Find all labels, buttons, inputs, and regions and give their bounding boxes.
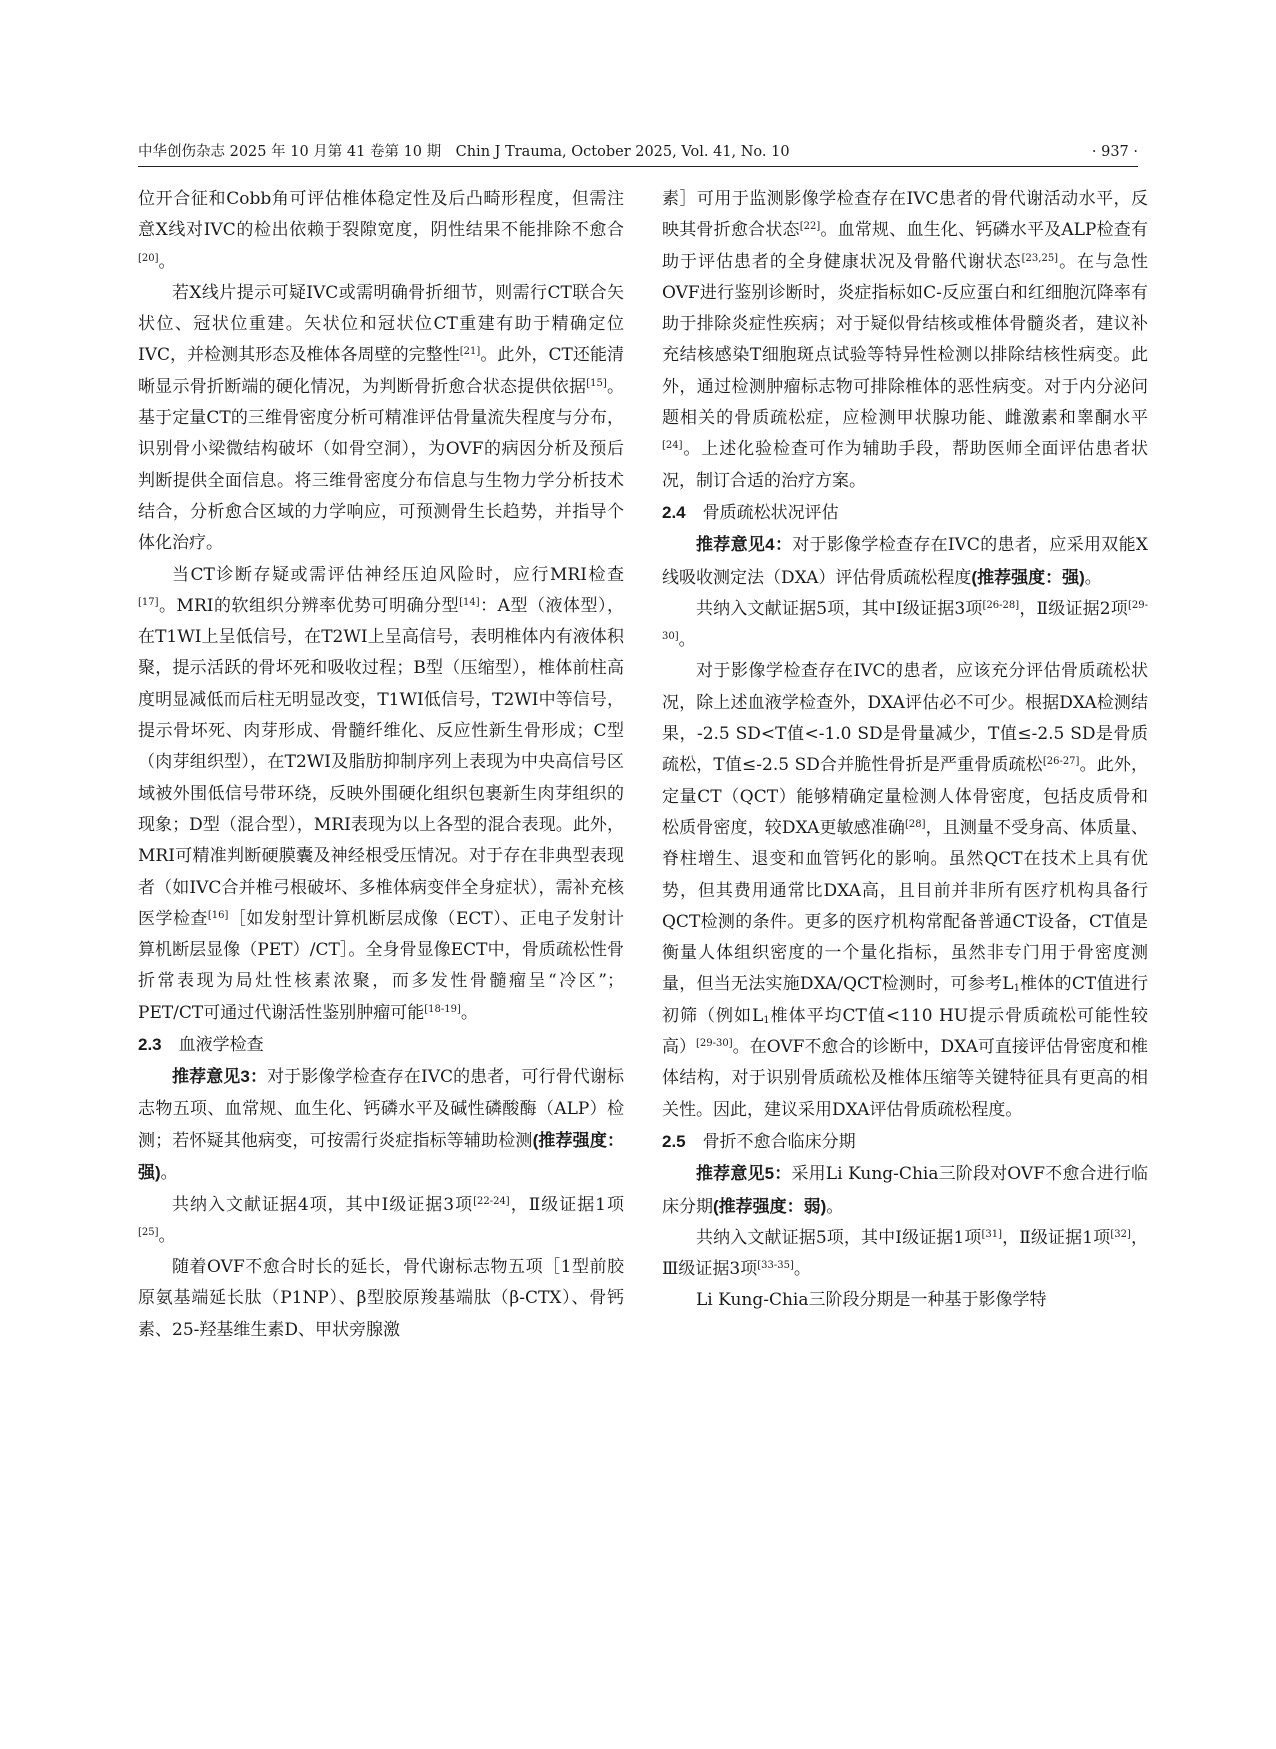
paragraph: 位开合征和Cobb角可评估椎体稳定性及后凸畸形程度，但需注意X线对IVC的检出依赖于裂隙宽度，阴性结果不能排除不愈合[20]。: [138, 189, 624, 272]
paragraph: 当CT诊断存疑或需评估神经压迫风险时，应行MRI检查[17]。MRI的软组织分辨率优势可明确分型[14]：A型（液体型），在T1WI上呈低信号，在T2WI上呈高信号，表明椎体内有液体积聚，提示活跃的骨坏死和吸收过程；B型（压缩型），椎体前柱高度明显减低而后柱无明显改变，T1WI低信号，T2WI中等信号，提示骨坏死、肉芽形成、骨髓纤维化、反应性新生骨形成；C型（肉芽组织型），在T2WI及脂肪抑制序列上表现为中央高信号区域被外围低信号带环绕，反映外围硬化组织包裹新生肉芽组织的现象；D型（混合型），MRI表现为以上各型的混合表现。此外，MRI可精准判断硬膜囊及神经根受压情况。对于存在非典型表现者（如IVC合并椎弓根破坏、多椎体病变伴全身症状），需补充核医学检查[16]［如发射型计算机断层成像（ECT）、正电子发射计算机断层显像（PET）/CT］。全身骨显像ECT中，骨质疏松性骨折常表现为局灶性核素浓聚，而多发性骨髓瘤呈“冷区”；PET/CT可通过代谢活性鉴别肿瘤可能[18-19]。: [138, 564, 624, 1023]
section-title: 血液学检查: [178, 1035, 264, 1056]
citation: [21]: [459, 346, 481, 358]
citation: [26-28]: [982, 599, 1020, 611]
recommendation-label: 推荐意见3：: [172, 1067, 268, 1087]
recommendation: 推荐意见5：采用Li Kung-Chia三阶段对OVF不愈合进行临床分期(推荐强度：弱)。: [662, 1164, 1148, 1217]
recommendation: 推荐意见4：对于影像学检查存在IVC的患者，应采用双能X线吸收测定法（DXA）评估骨质疏松程度(推荐强度：强)。: [662, 535, 1148, 588]
recommendation-label: 推荐意见5：: [696, 1164, 792, 1184]
subscript: 1: [763, 1014, 770, 1026]
left-column: [138, 184, 624, 1654]
recommendation-strength: (推荐强度：弱): [713, 1196, 827, 1216]
evidence-summary: 共纳入文献证据5项，其中Ⅰ级证据1项[31]，Ⅱ级证据1项[32]，Ⅲ级证据3项[33-35]。: [662, 1227, 1148, 1280]
citation: [24]: [662, 440, 683, 452]
running-header: [138, 140, 1138, 164]
paragraph: Li Kung-Chia三阶段分期是一种基于影像学特: [696, 1290, 1047, 1311]
citation: [33-35]: [757, 1260, 794, 1272]
section-number: 2.3: [138, 1035, 162, 1055]
recommendation-strength: (推荐强度：强): [971, 567, 1085, 587]
evidence-summary: 共纳入文献证据4项，其中Ⅰ级证据3项[22-24]，Ⅱ级证据1项[25]。: [138, 1194, 624, 1246]
citation: [25]: [138, 1226, 159, 1238]
page-number: · 937 ·: [1091, 144, 1138, 160]
section-heading: [662, 1126, 1148, 1158]
section-title: 骨质疏松状况评估: [702, 502, 839, 523]
citation: [22]: [799, 221, 821, 233]
section-number: 2.4: [662, 502, 686, 522]
citation: [18-19]: [424, 1003, 461, 1015]
citation: [23,25]: [1021, 252, 1059, 264]
paragraph: 对于影像学检查存在IVC的患者，应该充分评估骨质疏松状况，除上述血液学检查外，DXA评估必不可少。根据DXA检测结果，-2.5 SD<T值<-1.0 SD是骨量减少，T值≤-2.5 SD是骨质疏松，T值≤-2.5 SD合并脆性骨折是严重骨质疏松[26-27]。此外，定量CT（QCT）能够精确定量检测人体骨密度，包括皮质骨和松质骨密度，较DXA更敏感准确[28]，且测量不受身高、体质量、脊柱增生、退变和血管钙化的影响。虽然QCT在技术上具有优势，但其费用通常比DXA高，且目前并非所有医疗机构具备行QCT检测的条件。更多的医疗机构常配备普通CT设备，CT值是衡量人体组织密度的一个量化指标，虽然非专门用于骨密度测量，但当无法实施DXA/QCT检测时，可参考$L_1$椎体的CT值进行初筛（例如$L_1$椎体平均CT值<110 HU提示骨质疏松可能性较高）[29-30]。在OVF不愈合的诊断中，DXA可直接评估骨密度和椎体结构，对于识别骨质疏松及椎体压缩等关键特征具有更高的相关性。因此，建议采用DXA评估骨质疏松程度。: [662, 661, 1148, 1120]
citation: [14]: [459, 596, 480, 608]
right-column: [662, 184, 1148, 1654]
section-heading: [138, 1029, 624, 1061]
citation: [26-27]: [1042, 756, 1080, 768]
evidence-summary: 共纳入文献证据5项，其中Ⅰ级证据3项[26-28]，Ⅱ级证据2项[29-30]。: [662, 598, 1148, 651]
subscript: 1: [1013, 983, 1020, 995]
section-title: 骨折不愈合临床分期: [702, 1131, 856, 1152]
paragraph: 若X线片提示可疑IVC或需明确骨折细节，则需行CT联合矢状位、冠状位重建。矢状位和冠状位CT重建有助于精确定位IVC，并检测其形态及椎体各周壁的完整性[21]。此外，CT还能清晰显示骨折断端的硬化情况，为判断骨折愈合状态提供依据[15]。基于定量CT的三维骨密度分析可精准评估骨量流失程度与分布，识别骨小梁微结构破坏（如骨空洞），为OVF的病因分析及预后判断提供全面信息。将三维骨密度分布信息与生物力学分析技术结合，分析愈合区域的力学响应，可预测骨生长趋势，并指导个体化治疗。: [138, 282, 624, 554]
citation: [15]: [586, 377, 607, 389]
recommendation-label: 推荐意见4：: [696, 535, 793, 555]
citation: [29-30]: [696, 1038, 733, 1050]
section-heading: [662, 497, 1148, 529]
citation: [17]: [138, 596, 159, 608]
paragraph: 随着OVF不愈合时长的延长，骨代谢标志物五项［1型前胶原氨基端延长肽（P1NP）、β型胶原羧基端肽（β-CTX）、骨钙素、25-羟基维生素D、甲状旁腺激: [138, 1257, 624, 1340]
citation: [16]: [207, 909, 229, 921]
citation: [31]: [981, 1228, 1003, 1240]
paragraph: 素］可用于监测影像学检查存在IVC患者的骨代谢活动水平，反映其骨折愈合状态[22]。血常规、血生化、钙磷水平及ALP检查有助于评估患者的全身健康状况及骨骼代谢状态[23,25]。在与急性OVF进行鉴别诊断时，炎症指标如C-反应蛋白和红细胞沉降率有助于排除炎症性疾病；对于疑似骨结核或椎体骨髓炎者，建议补充结核感染T细胞斑点试验等特异性检测以排除结核性病变。此外，通过检测肿瘤标志物可排除椎体的恶性病变。对于内分泌问题相关的骨质疏松症，应检测甲状腺功能、雌激素和睾酮水平[24]。上述化验检查可作为辅助手段，帮助医师全面评估患者状况，制订合适的治疗方案。: [662, 189, 1148, 491]
citation: [32]: [1110, 1228, 1131, 1240]
recommendation-strength: (推荐强度：强): [138, 1130, 624, 1183]
citation: [28]: [904, 818, 926, 830]
citation: [22-24]: [473, 1195, 510, 1207]
running-title: 中华创伤杂志 2025 年 10 月第 41 卷第 10 期 Chin J Trauma, October 2025, Vol. 41, No. 10: [138, 144, 790, 160]
section-number: 2.5: [662, 1131, 686, 1151]
citation: [29-30]: [662, 599, 1148, 643]
citation: [20]: [138, 252, 159, 264]
recommendation: 推荐意见3：对于影像学检查存在IVC的患者，可行骨代谢标志物五项、血常规、血生化、钙磷水平及碱性磷酸酶（ALP）检测；若怀疑其他病变，可按需行炎症指标等辅助检测(推荐强度：强)。: [138, 1067, 624, 1184]
header-rule: [138, 166, 1138, 167]
